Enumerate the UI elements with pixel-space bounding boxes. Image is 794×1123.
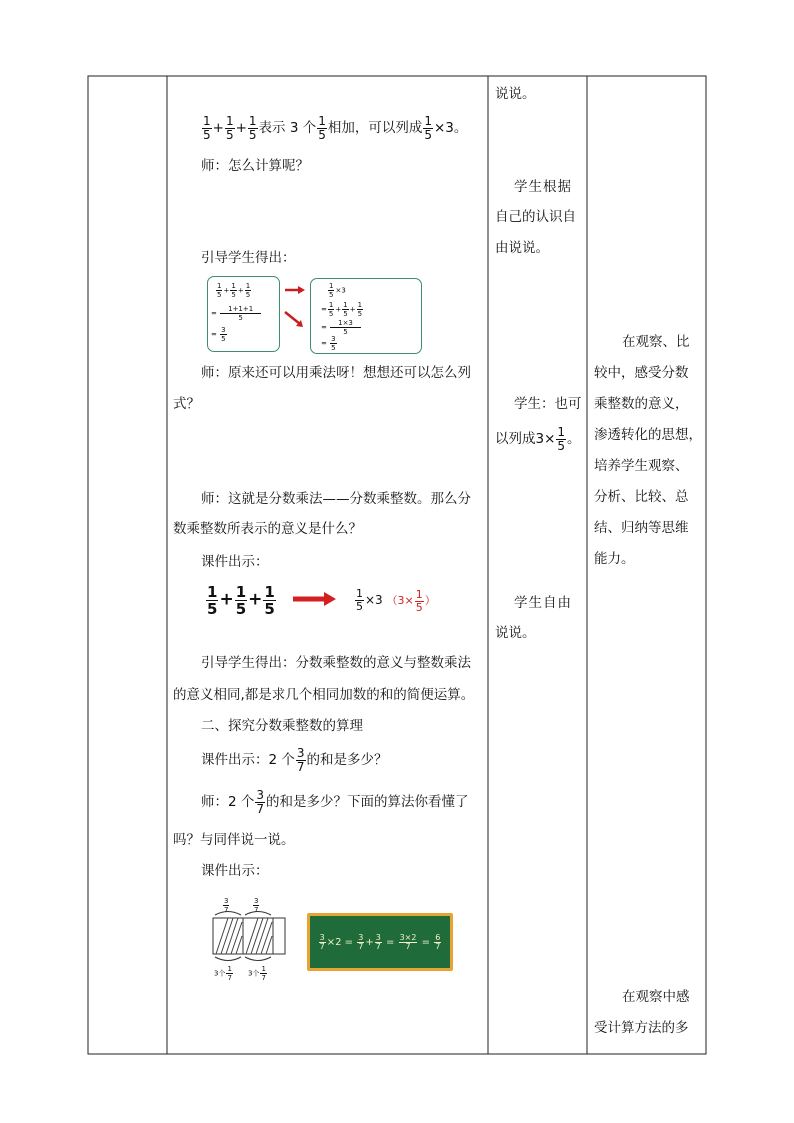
strip-label-1: 3个 $\frac{1}{7}$ xyxy=(214,965,232,982)
student-text-0: 说说。 xyxy=(495,86,536,102)
calc-box-addition: $\frac{1}{5}$ + $\frac{1}{5}$ + $\frac{1}{5}$ = $\frac{1+1+1}{5}$ = $\frac{3}{5}$ xyxy=(207,276,280,352)
intent-text-1e: 培养学生观察、 xyxy=(594,458,689,474)
teacher-question-2b: 式？ xyxy=(173,396,200,412)
line-sum-fractions: $\frac{1}{5}$ + $\frac{1}{5}$ + $\frac{1}{5}$ 表示 3 个 $\frac{1}{5}$ 相加，可以列成 $\frac{1}{5}$ ×3。 xyxy=(203,113,468,142)
courseware-product: $\frac{1}{5}$ ×3 （3× $\frac{1}{5}$ ） xyxy=(356,587,436,614)
intent-text-1c: 乘整数的意义， xyxy=(594,396,689,412)
teacher-question-4a: 师：2 个 $\frac{3}{7}$ 的和是多少？下面的算法你看懂了 xyxy=(201,787,469,816)
student-text-2b: 以列成3× $\frac{1}{5}$ 。 xyxy=(495,424,581,453)
intent-text-1g: 结、归纳等思维 xyxy=(594,520,689,536)
strip-fraction-top-2: $\frac{3}{7}$ xyxy=(254,897,259,914)
section-heading-2: 二、探究分数乘整数的算理 xyxy=(201,718,363,734)
intent-text-1a: 在观察、比 xyxy=(622,334,690,350)
teacher-statement-3a: 师：这就是分数乘法——分数乘整数。那么分 xyxy=(201,491,471,507)
intent-text-1h: 能力。 xyxy=(594,551,635,567)
strip-fraction-top-1: $\frac{3}{7}$ xyxy=(224,897,229,914)
chalkboard-calculation: $\frac{3}{7}$ ×2 = $\frac{3}{7}$ + $\frac{3}{7}$ = $\frac{3\times 2}{7}$ = $\frac{6}{7}$ xyxy=(307,913,453,971)
courseware-label-1: 课件出示： xyxy=(201,554,269,570)
intent-text-2b: 受计算方法的多 xyxy=(594,1020,689,1036)
student-text-3a: 学生自由 xyxy=(514,595,572,611)
student-text-2a: 学生：也可 xyxy=(514,396,582,412)
teacher-question-4b: 吗？与同伴说一说。 xyxy=(173,832,295,848)
guide-text-2a: 引导学生得出：分数乘整数的意义与整数乘法 xyxy=(201,655,471,671)
intent-text-1f: 分析、比较、总 xyxy=(594,489,689,505)
teacher-statement-3b: 数乘整数所表示的意义是什么？ xyxy=(173,521,362,537)
strip-label-2: 3个 $\frac{1}{7}$ xyxy=(248,965,266,982)
courseware-question: 课件出示：2 个 $\frac{3}{7}$ 的和是多少？ xyxy=(201,745,388,774)
intent-text-1b: 较中，感受分数 xyxy=(594,365,689,381)
guide-text-1: 引导学生得出： xyxy=(201,250,296,266)
courseware-sum: $\frac{1}{5}$ + $\frac{1}{5}$ + $\frac{1}{5}$ xyxy=(207,583,275,618)
fraction-strip-drawing xyxy=(213,912,285,961)
intent-text-2a: 在观察中感 xyxy=(622,989,690,1005)
calc-box-multiplication: $\frac{1}{5}$ ×3 = $\frac{1}{5}$ + $\frac{1}{5}$ + $\frac{1}{5}$ = $\frac{1\times 3}{5}$ = $\frac{3}{5}$ xyxy=(310,278,422,354)
courseware-label-2: 课件出示： xyxy=(201,863,269,879)
student-text-1a: 学生根据 xyxy=(514,179,572,195)
student-text-3b: 说说。 xyxy=(495,625,536,641)
student-text-1b: 自己的认识自 xyxy=(495,209,576,225)
teacher-question-2a: 师：原来还可以用乘法呀！想想还可以怎么列 xyxy=(201,365,471,381)
intent-text-1d: 渗透转化的思想， xyxy=(594,427,702,443)
student-text-1c: 由说说。 xyxy=(495,240,549,256)
teacher-question-1: 师：怎么计算呢？ xyxy=(201,158,309,174)
guide-text-2b: 的意义相同,都是求几个相同加数的和的简便运算。 xyxy=(173,687,475,703)
